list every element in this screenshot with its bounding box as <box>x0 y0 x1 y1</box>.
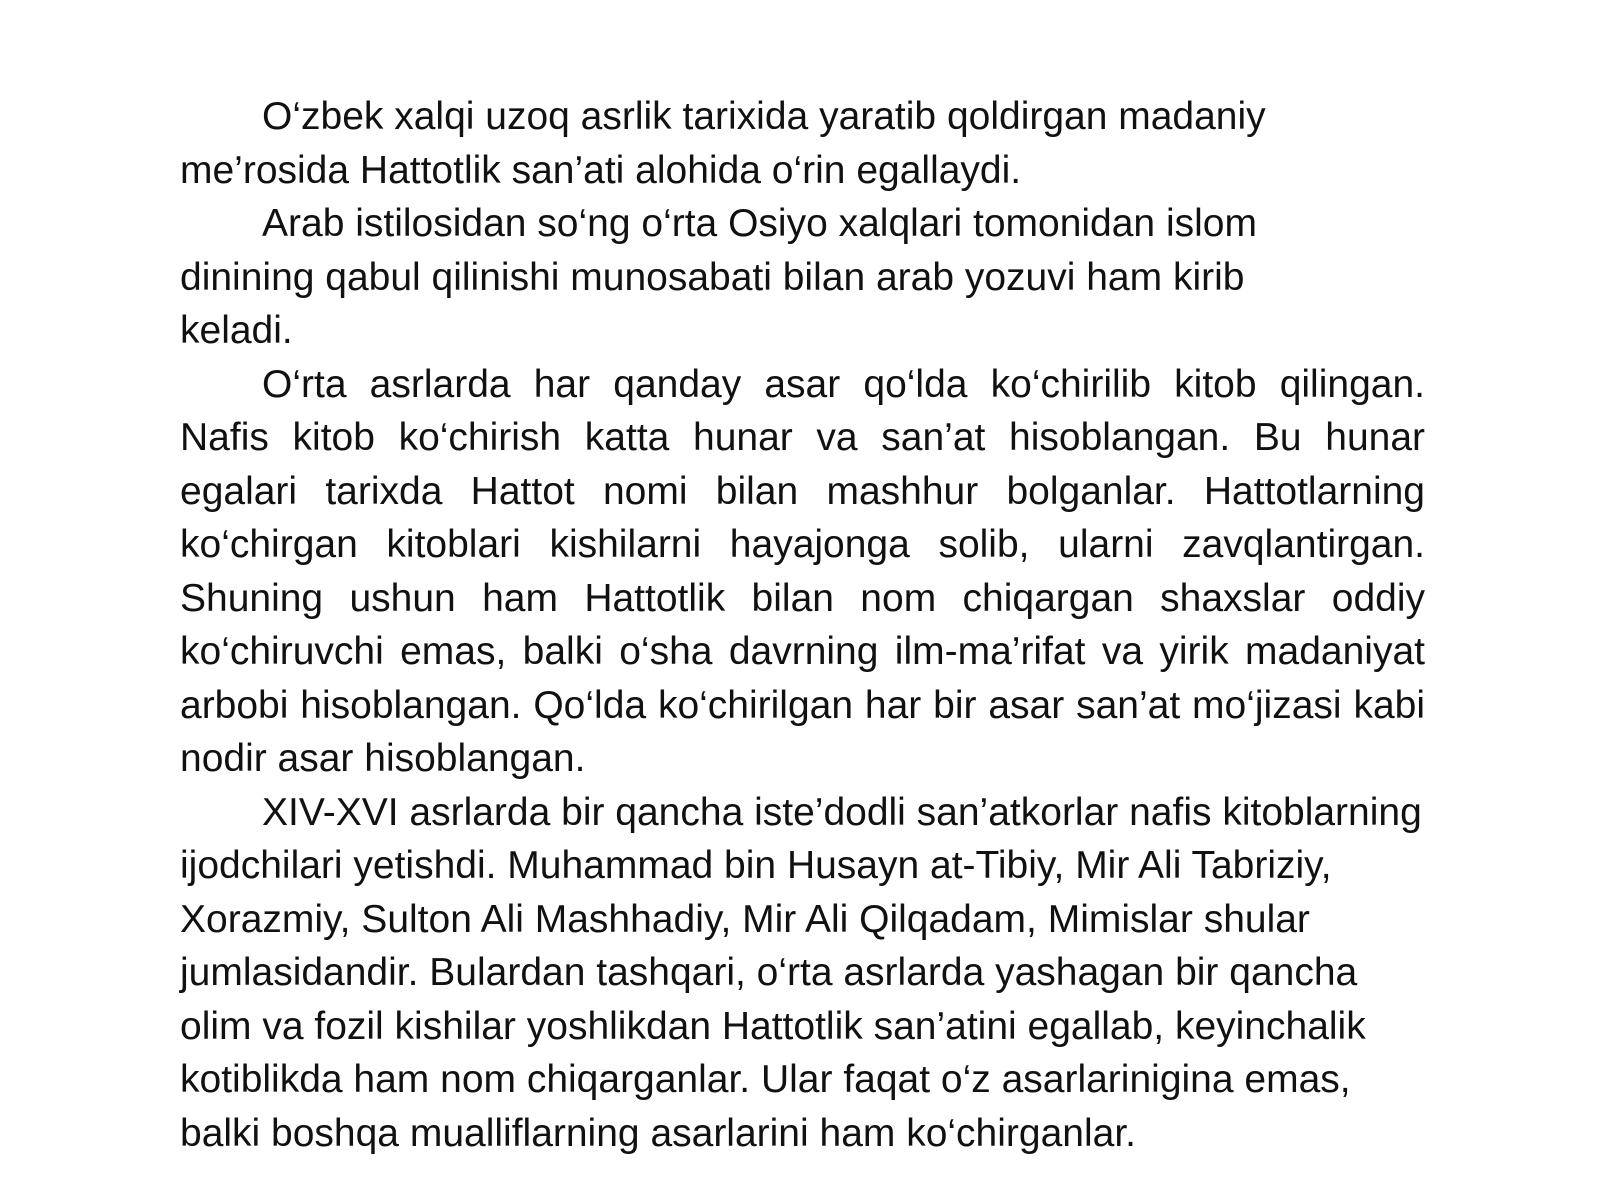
paragraph-4: XIV-XVI asrlarda bir qancha iste’dodli san’atkorlar nafis kitoblarning ijodchilari yetishdi. Muhammad bin Husayn at-Tibiy, Mir Ali Tabriziy, Xorazmiy, Sulton Ali Mashhadiy, Mir Ali Qilqadam, Mimislar shular jumlasidandir. Bulardan tashqari, o‘rta asrlarda yashagan bir qancha olim va fozil kishilar yoshlikdan Hattotlik san’atini egallab, keyinchalik kotiblikda ham nom chiqarganlar. Ular faqat o‘z asarlarinigina emas, balki boshqa mualliflarning asarlarini ham ko‘chirganlar. <box>180 790 1422 1155</box>
paragraph-2: Arab istilosidan so‘ng o‘rta Osiyo xalqlari tomonidan islom dinining qabul qilinishi munosabati bilan arab yozuvi ham kirib keladi. <box>180 202 1257 352</box>
paragraph-1: O‘zbek xalqi uzoq asrlik tarixida yaratib qoldirgan madaniy me’rosida Hattotlik san’ati alohida o‘rin egallaydi. <box>180 95 1266 192</box>
text-body <box>180 90 1425 1160</box>
paragraph-3: O‘rta asrlarda har qanday asar qo‘lda ko‘chirilib kitob qilingan. Nafis kitob ko‘chirish katta hunar va san’at hisoblangan. Bu hunar egalari tarixda Hattot nomi bilan mashhur bolganlar. Hattotlarning ko‘chirgan kitoblari kishilarni hayajonga solib, ularni zavqlantirgan. Shuning ushun ham Hattotlik bilan nom chiqargan shaxslar oddiy ko‘chiruvchi emas, balki o‘sha davrning ilm-ma’rifat va yirik madaniyat arbobi hisoblangan. Qo‘lda ko‘chirilgan har bir asar san’at mo‘jizasi kabi nodir asar hisoblangan. <box>180 362 1425 780</box>
